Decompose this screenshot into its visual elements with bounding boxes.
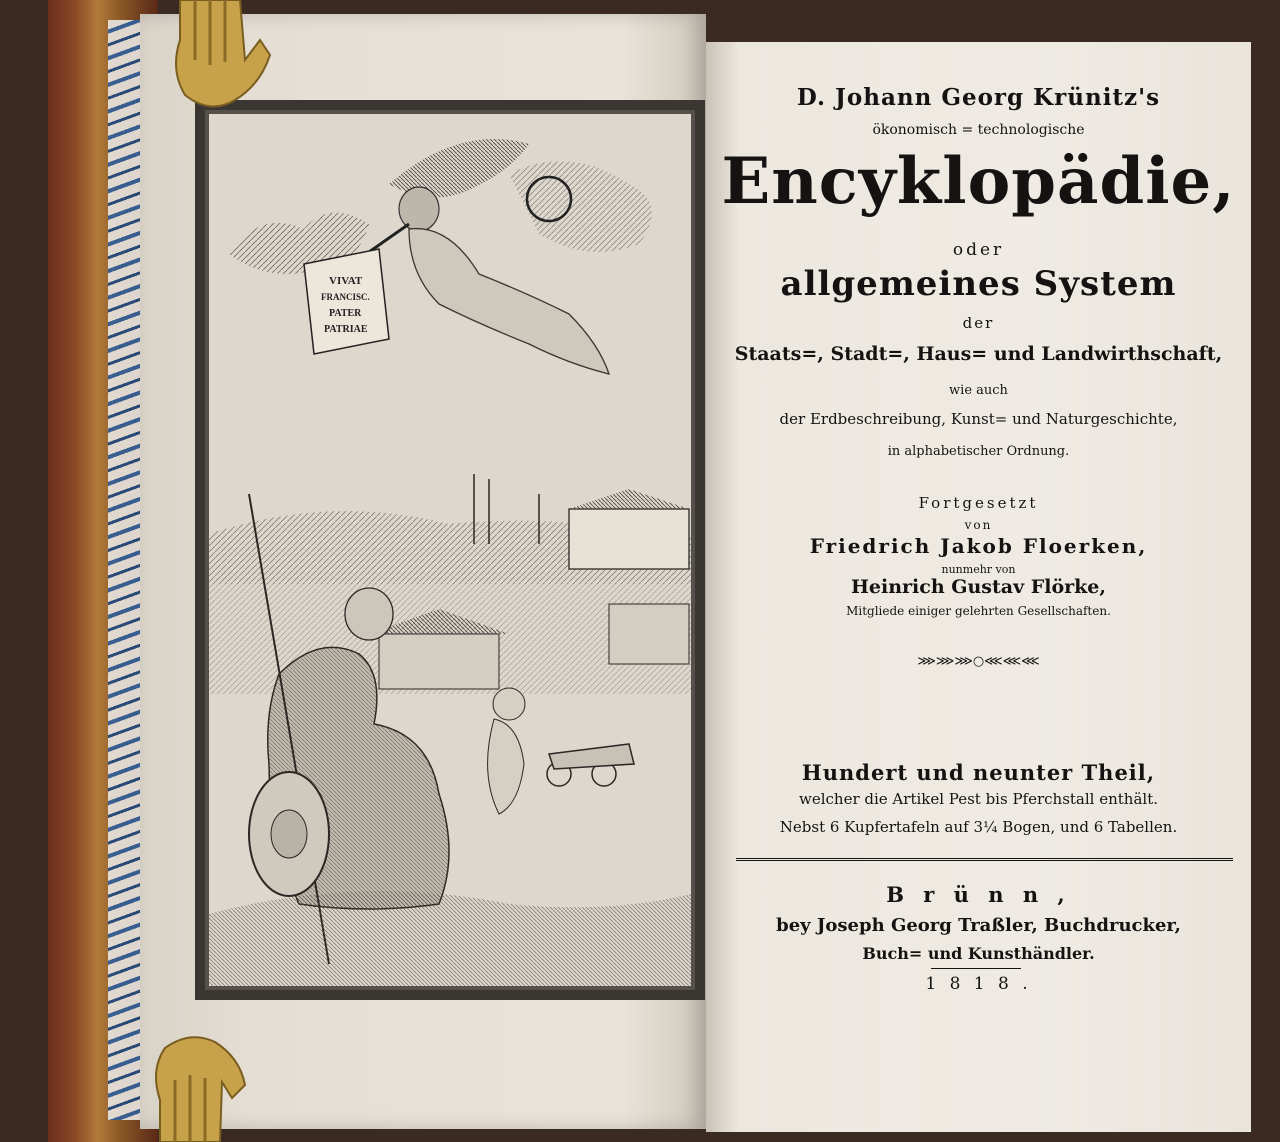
rule xyxy=(736,858,1233,861)
societies-line: Mitgliede einiger gelehrten Gesellschaften. xyxy=(846,604,1111,618)
ornament: ⋙⋙⋙○⋘⋘⋘ xyxy=(917,654,1040,669)
oder-line: oder xyxy=(952,240,1005,260)
von-line: von xyxy=(964,518,993,532)
volume-line: Hundert und neunter Theil, xyxy=(801,760,1156,785)
engraving-image xyxy=(205,110,695,990)
building xyxy=(569,509,689,569)
editor2-line: Heinrich Gustav Flörke, xyxy=(850,576,1107,598)
geography-line: der Erdbeschreibung, Kunst= und Naturgeschichte, xyxy=(779,410,1178,428)
banner-line-4: PATRIAE xyxy=(324,324,368,335)
banner-line-2: FRANCISC. xyxy=(321,292,370,302)
engraving-illustration xyxy=(209,114,691,986)
editor1-line: Friedrich Jakob Floerken, xyxy=(809,534,1148,558)
title-page-text xyxy=(706,0,1251,1142)
brass-hand-top xyxy=(160,0,280,115)
banner-line-1: VIVAT xyxy=(329,275,363,287)
year-rule xyxy=(931,968,1021,969)
author-line: D. Johann Georg Krünitz's xyxy=(796,84,1161,111)
plates-line: Nebst 6 Kupfertafeln auf 3¼ Bogen, und 6 Tabellen. xyxy=(779,818,1178,836)
system-line: allgemeines System xyxy=(780,264,1177,304)
nunmehr-line: nunmehr von xyxy=(941,563,1016,576)
continued-line: Fortgesetzt xyxy=(918,494,1039,512)
brass-hand-bottom xyxy=(140,1030,250,1142)
shield-portrait xyxy=(271,810,307,858)
contents-line: welcher die Artikel Pest bis Pferchstall enthält. xyxy=(799,790,1158,808)
der-line: der xyxy=(962,314,995,332)
engraved-frontispiece xyxy=(195,100,705,1000)
publisher-line: bey Joseph Georg Traßler, Buchdrucker, xyxy=(776,915,1181,936)
main-title: Encyklopädie, xyxy=(721,144,1236,219)
order-line: in alphabetischer Ordnung. xyxy=(887,444,1070,459)
trade-line: Buch= und Kunsthändler. xyxy=(862,944,1095,963)
putto-head xyxy=(493,688,525,720)
wie-auch-line: wie auch xyxy=(949,383,1008,398)
minerva-helmet xyxy=(345,588,393,640)
mill xyxy=(609,604,689,664)
city-line: B r ü n n , xyxy=(886,882,1071,907)
barn xyxy=(379,634,499,689)
angel-head xyxy=(399,187,439,231)
subtitle-line: ökonomisch = technologische xyxy=(872,122,1085,138)
year-line: 1 8 1 8 . xyxy=(925,974,1032,994)
economy-line: Staats=, Stadt=, Haus= und Landwirthschaft, xyxy=(734,343,1223,365)
banner-line-3: PATER xyxy=(329,308,362,319)
